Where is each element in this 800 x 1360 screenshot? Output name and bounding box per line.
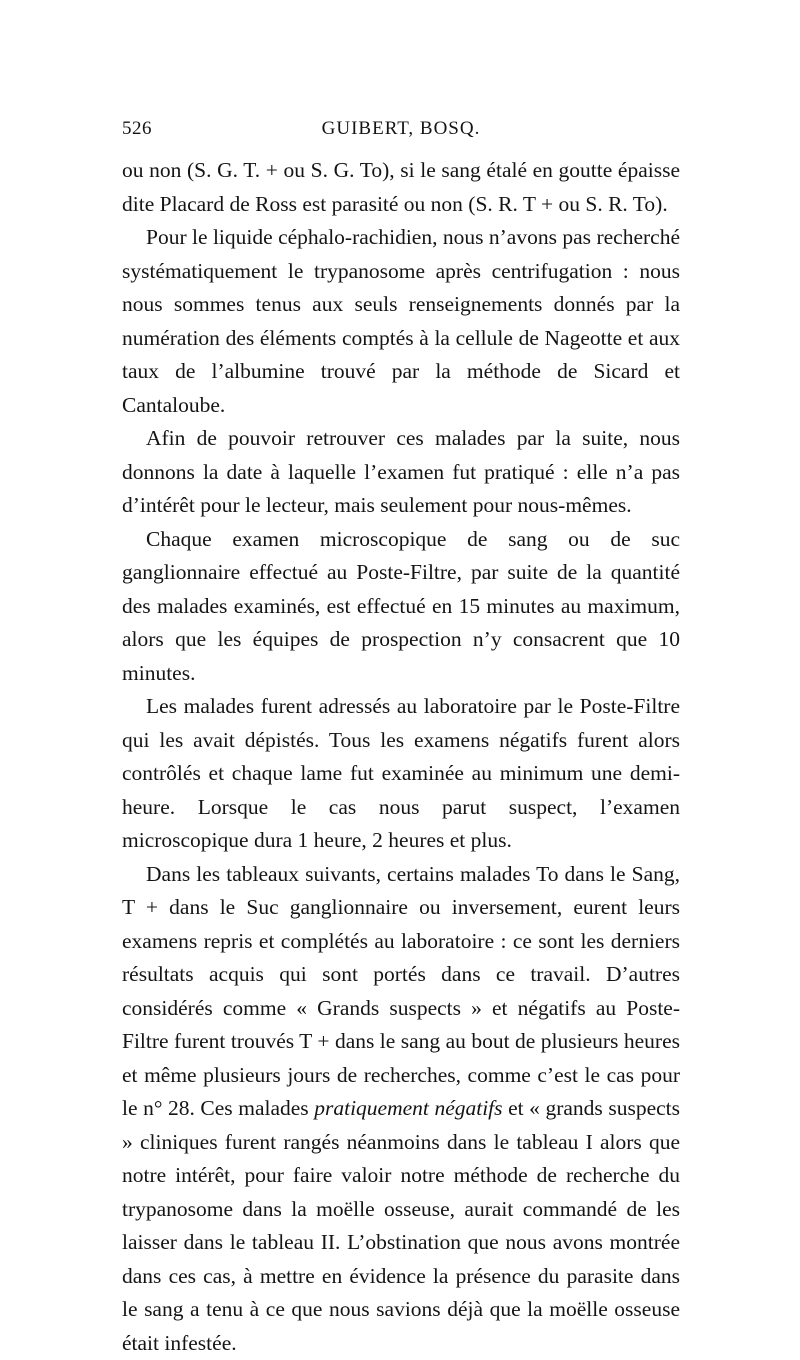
paragraph-1: ou non (S. G. T. + ou S. G. To), si le sang étalé en goutte épaisse dite Placard de Ross est parasité ou non (S. R. T + ou S. R. To). <box>122 154 680 221</box>
page-number: 526 <box>122 118 152 140</box>
paragraph-6-text-after: et « grands suspects » cliniques furent rangés néanmoins dans le tableau I alors que notre intérêt, pour faire valoir notre méthode de recherche du trypanosome dans la moëlle osseuse, aurait commandé de les laisser dans le tableau II. L’obstination que nous avons montrée dans ces cas, à mettre en évidence la présence du parasite dans le sang a tenu à ce que nous savions déjà que la moëlle osseuse était infestée. <box>122 1096 680 1355</box>
paragraph-6-text-before: Dans les tableaux suivants, certains malades To dans le Sang, T + dans le Suc ganglionnaire ou inversement, eurent leurs examens repris et complétés au laboratoire : ce sont les derniers résultats acquis qui sont portés dans ce travail. D’autres considérés comme « Grands suspects » et négatifs au Poste-Filtre furent trouvés T + dans le sang au bout de plusieurs heures et même plusieurs jours de recherches, comme c’est le cas pour le n° 28. Ces malades <box>122 862 680 1121</box>
running-title: GUIBERT, BOSQ. <box>122 118 680 140</box>
running-head <box>122 118 680 148</box>
paragraph-6-emphasis: pratiquement négatifs <box>314 1096 502 1120</box>
paragraph-2: Pour le liquide céphalo-rachidien, nous n’avons pas recherché systématiquement le trypanosome après centrifugation : nous nous sommes tenus aux seuls renseignements donnés par la numération des éléments comptés à la cellule de Nageotte et aux taux de l’albumine trouvé par la méthode de Sicard et Cantaloube. <box>122 221 680 422</box>
paragraph-3: Afin de pouvoir retrouver ces malades par la suite, nous donnons la date à laquelle l’examen fut pratiqué : elle n’a pas d’intérêt pour le lecteur, mais seulement pour nous-mêmes. <box>122 422 680 523</box>
body-text <box>122 154 680 1360</box>
document-page <box>122 118 680 1360</box>
paragraph-4: Chaque examen microscopique de sang ou de suc ganglionnaire effectué au Poste-Filtre, par suite de la quantité des malades examinés, est effectué en 15 minutes au maximum, alors que les équipes de prospection n’y consacrent que 10 minutes. <box>122 523 680 691</box>
paragraph-5: Les malades furent adressés au laboratoire par le Poste-Filtre qui les avait dépistés. Tous les examens négatifs furent alors contrôlés et chaque lame fut examinée au minimum une demi-heure. Lorsque le cas nous parut suspect, l’examen microscopique dura 1 heure, 2 heures et plus. <box>122 690 680 858</box>
paragraph-6 <box>122 858 680 1360</box>
